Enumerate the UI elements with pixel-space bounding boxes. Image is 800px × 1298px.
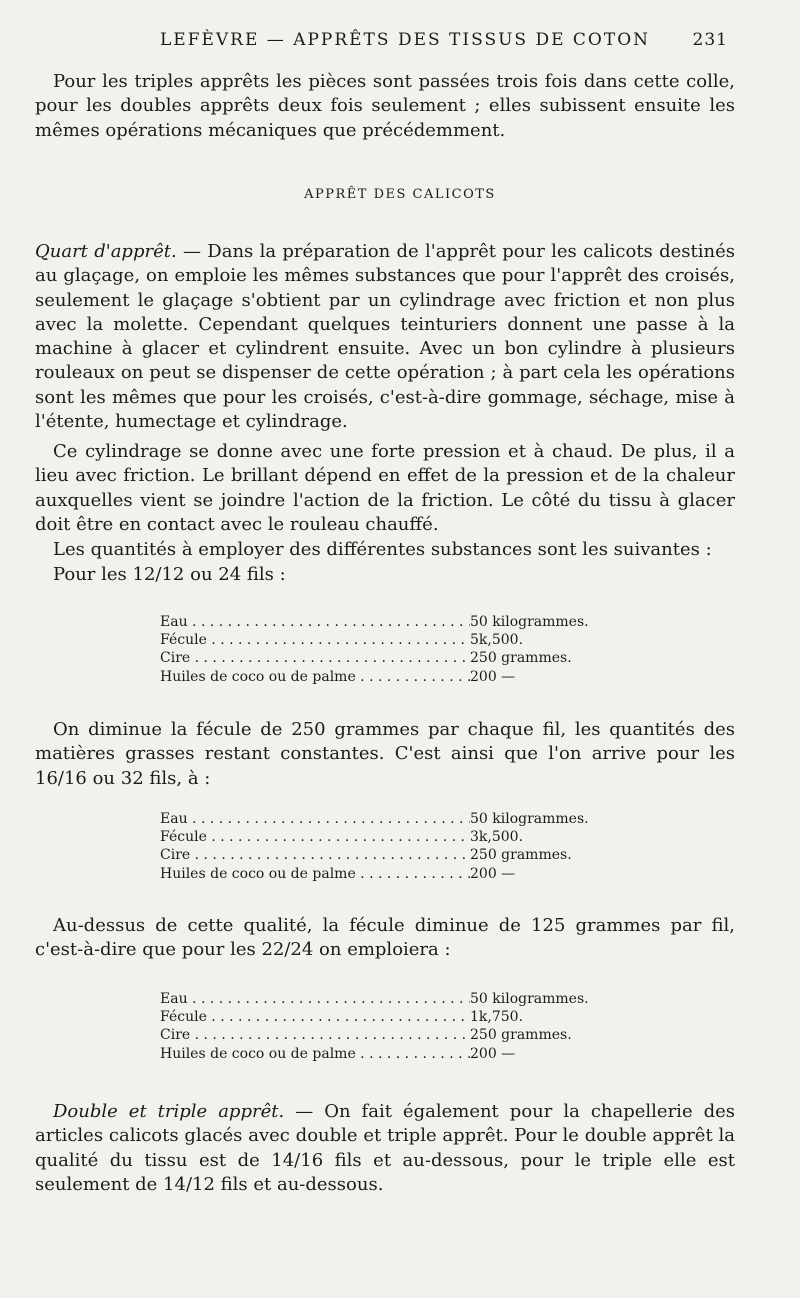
ingredient-label: Fécule . . . bbox=[160, 632, 470, 648]
ingredient-value: 3k,500. bbox=[470, 829, 524, 846]
ingredient-label: Huiles de coco ou de palme . . . bbox=[160, 1046, 470, 1062]
ingredient-value: 250 grammes. bbox=[470, 650, 572, 667]
ingredient-value: 250 grammes. bbox=[470, 847, 572, 864]
paragraph-2-body: — Dans la préparation de l'apprêt pour les calicots destinés au glaçage, on emploie les mêmes substances que pour l'apprêt des croisés, seulement le glaçage s'obtient par un cylindrage avec friction et non plus avec la molette. Cependant quelques teinturiers donnent une passe à la machine à glacer et cylindrent ensuite. Avec un bon cylindre à plusieurs rouleaux on peut se dispenser de cette opération ; à part cela les opérations sont les mêmes que pour les croisés, c'est-à-dire gommage, séchage, mise à l'étente, humectage et cylindrage. bbox=[35, 241, 735, 433]
ingredient-label: Fécule . . . bbox=[160, 829, 470, 845]
table-row bbox=[160, 866, 620, 884]
ingredient-label: Eau . . . bbox=[160, 991, 470, 1007]
table-row bbox=[160, 1046, 620, 1064]
ingredient-label: Cire . . . bbox=[160, 1027, 470, 1043]
paragraph-6: On diminue la fécule de 250 grammes par chaque fil, les quantités des matières grasses restant constantes. C'est ainsi que l'on arrive pour les 16/16 ou 32 fils, à : bbox=[35, 719, 735, 789]
table-row bbox=[160, 811, 620, 829]
paragraph-4: Les quantités à employer des différentes substances sont les suivantes : bbox=[53, 539, 712, 560]
ingredient-label: Fécule . . . bbox=[160, 1009, 470, 1025]
ingredient-value: 5k,500. bbox=[470, 632, 524, 649]
paragraph-5: Pour les 12/12 ou 24 fils : bbox=[53, 564, 286, 585]
quantities-table-2 bbox=[160, 811, 620, 884]
ingredient-label: Eau . . . bbox=[160, 811, 470, 827]
ingredient-value: 50 kilogrammes. bbox=[470, 614, 589, 630]
table-row bbox=[160, 829, 620, 847]
paragraph-8 bbox=[35, 1100, 735, 1197]
table-row bbox=[160, 991, 620, 1009]
paragraph-3: Ce cylindrage se donne avec une forte pression et à chaud. De plus, il a lieu avec friction. Le brillant dépend en effet de la pression et de la chaleur auxquelles vient se joindre l'action de la friction. Le côté du tissu à glacer doit être en contact avec le rouleau chauffé. bbox=[35, 441, 735, 535]
page-number: 231 bbox=[692, 30, 728, 50]
paragraph-8-lead: Double et triple apprêt. bbox=[53, 1101, 285, 1122]
running-header bbox=[160, 30, 728, 50]
ingredient-value: 50 kilogrammes. bbox=[470, 811, 589, 827]
paragraph-8-body: — On fait également pour la chapellerie des articles calicots glacés avec double et triple apprêt. Pour le double apprêt la qualité du tissu est de 14/16 fils et au-dessous, pour le triple elle est seulement de 14/12 fils et au-dessous. bbox=[35, 1101, 736, 1195]
ingredient-label: Eau . . . bbox=[160, 614, 470, 630]
paragraph-2-lead: Quart d'apprêt. bbox=[35, 241, 177, 262]
table-row bbox=[160, 650, 620, 668]
ingredient-value: 50 kilogrammes. bbox=[470, 991, 589, 1007]
table-row bbox=[160, 614, 620, 632]
table-row bbox=[160, 1009, 620, 1027]
ingredient-label: Cire . . . bbox=[160, 847, 470, 863]
table-row bbox=[160, 669, 620, 687]
paragraph-7: Au-dessus de cette qualité, la fécule diminue de 125 grammes par fil, c'est-à-dire que pour les 22/24 on emploiera : bbox=[35, 915, 735, 961]
section-title: APPRÊT DES CALICOTS bbox=[304, 187, 496, 202]
table-row bbox=[160, 847, 620, 865]
paragraph-1: Pour les triples apprêts les pièces sont passées trois fois dans cette colle, pour les doubles apprêts deux fois seulement ; elles subissent ensuite les mêmes opérations mécaniques que précédemment. bbox=[35, 71, 735, 141]
ingredient-value: 200 — bbox=[470, 865, 516, 882]
paragraph-2 bbox=[35, 240, 735, 434]
ingredient-value: 200 — bbox=[470, 668, 516, 685]
table-row bbox=[160, 632, 620, 650]
ingredient-label: Huiles de coco ou de palme . . . bbox=[160, 669, 470, 685]
quantities-table-1 bbox=[160, 614, 620, 687]
ingredient-value: 250 grammes. bbox=[470, 1027, 572, 1044]
ingredient-label: Huiles de coco ou de palme . . . bbox=[160, 866, 470, 882]
quantities-table-3 bbox=[160, 991, 620, 1064]
ingredient-label: Cire . . . bbox=[160, 650, 470, 666]
table-row bbox=[160, 1027, 620, 1045]
ingredient-value: 1k,750. bbox=[470, 1009, 524, 1026]
ingredient-value: 200 — bbox=[470, 1045, 516, 1062]
running-title: LEFÈVRE — APPRÊTS DES TISSUS DE COTON bbox=[160, 30, 651, 50]
